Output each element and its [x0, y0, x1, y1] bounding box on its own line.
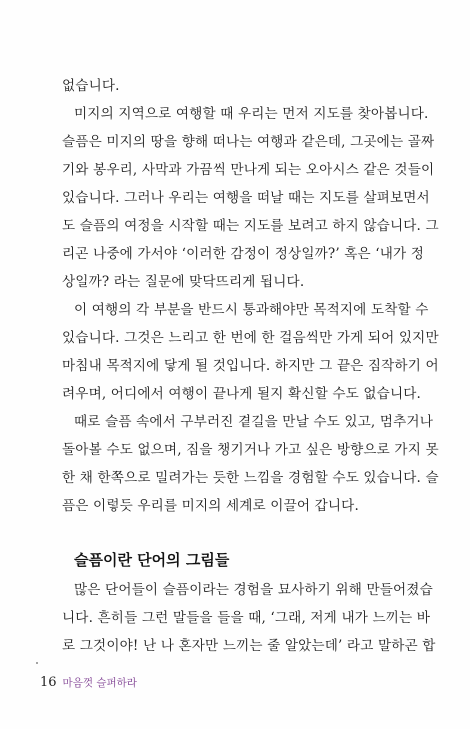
- body-line: 있습니다. 그러나 우리는 여행을 떠날 때는 지도를 살펴보면서: [62, 190, 430, 206]
- body-line: 이 여행의 각 부분을 반드시 통과해야만 목적지에 도착할 수: [74, 302, 429, 318]
- body-line: 슬픔은 미지의 땅을 향해 떠나는 여행과 같은데, 그곳에는 골짜: [62, 134, 435, 150]
- body-line: 픔은 이렇듯 우리를 미지의 세계로 이끌어 갑니다.: [62, 498, 359, 514]
- body-line: 때로 슬픔 속에서 구부러진 곁길을 만날 수도 있고, 멈추거나: [74, 414, 433, 430]
- page-footer: [40, 675, 137, 690]
- section-gap: [62, 520, 418, 546]
- body-line: 려우며, 어디에서 여행이 끝나게 될지 확신할 수도 없습니다.: [62, 386, 421, 402]
- body-line: 기와 봉우리, 사막과 가끔씩 만나게 되는 오아시스 같은 것들이: [62, 162, 435, 178]
- body-line: 마침내 목적지에 닿게 될 것입니다. 하지만 그 끝은 짐작하기 어: [62, 358, 439, 374]
- body-line: 돌아볼 수도 없으며, 짐을 챙기거나 가고 싶은 방향으로 가지 못: [62, 442, 439, 458]
- footer-dot: [36, 662, 38, 664]
- body-line: 미지의 지역으로 여행할 때 우리는 먼저 지도를 찾아봅니다.: [74, 106, 429, 122]
- body-line: 상일까? 라는 질문에 맞닥뜨리게 됩니다.: [62, 274, 305, 290]
- body-line: 한 채 한쪽으로 밀려가는 듯한 느낌을 경험할 수도 있습니다. 슬: [62, 470, 439, 486]
- page-body: [62, 72, 439, 660]
- body-line: 있습니다. 그것은 느리고 한 번에 한 걸음씩만 가게 되어 있지만: [62, 330, 439, 346]
- section-line: 로 그것이야! 난 나 혼자만 느끼는 줄 알았는데’ 라고 말하곤 합: [62, 638, 436, 654]
- book-title: 마음껏 슬퍼하라: [62, 677, 137, 689]
- section-heading: 슬픔이란 단어의 그림들: [74, 551, 230, 569]
- body-line: 리곤 나중에 가서야 ‘이러한 감정이 정상일까?’ 혹은 ‘내가 정: [62, 246, 425, 262]
- page-number: 16: [40, 675, 57, 690]
- body-line: 도 슬픔의 여정을 시작할 때는 지도를 보려고 하지 않습니다. 그: [62, 218, 439, 234]
- section-line: 니다. 흔히들 그런 말들을 들을 때, ‘그래, 저게 내가 느끼는 바: [62, 610, 431, 626]
- section-line: 많은 단어들이 슬픔이라는 경험을 묘사하기 위해 만들어졌습: [74, 582, 433, 598]
- body-line: 없습니다.: [62, 78, 120, 94]
